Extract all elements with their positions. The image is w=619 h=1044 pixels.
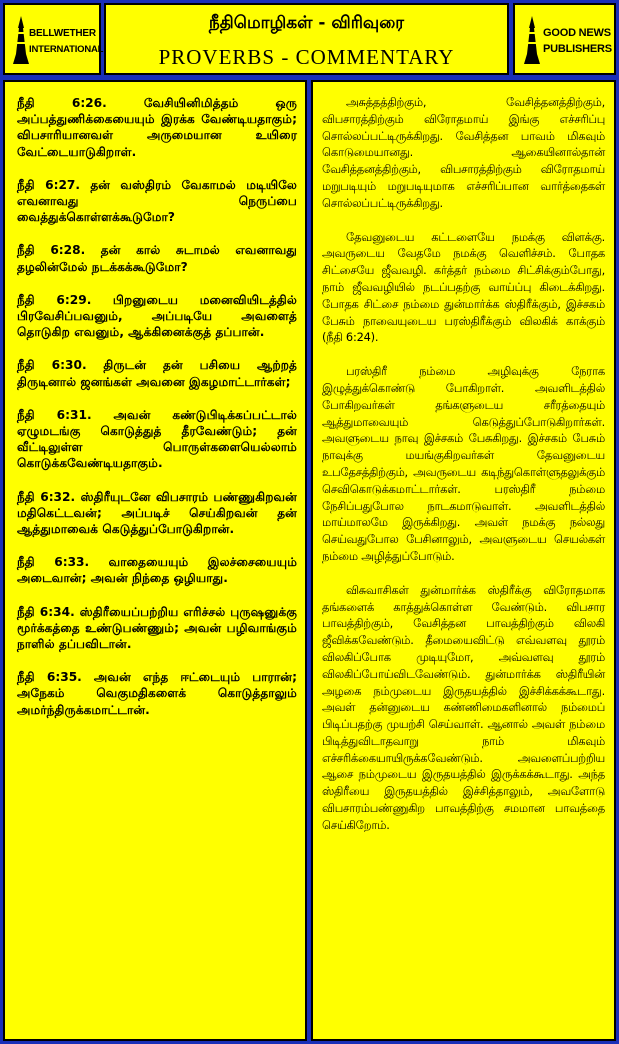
verse-paragraph: நீதி 6:27. தன் வஸ்திரம் வேகாமல் மடியிலே எவனாவது நெருப்பை வைத்துக்கொள்ளக்கூடுமோ? (17, 177, 297, 225)
verse-paragraph: நீதி 6:29. பிறனுடைய மனைவியிடத்தில் பிரவேசிப்பவனும், அப்படியே அவளைத் தொடுகிற எவனும், ஆக்கினைக்குத் தப்பான். (17, 292, 297, 340)
right-logo-line1: GOOD NEWS (543, 27, 611, 39)
commentary-paragraph: அசுத்தத்திற்கும், வேசித்தனத்திற்கும், விபசாரத்திற்கும் விரோதமாய் இங்கு எச்சரிப்பு சொல்லப்பட்டிருக்கிறது. வேசித்தன பாவம் மிகவும் கொடுமையானது. ஆகையினால்தான் வேசித்தனத்திற்கும், விபசாரத்திற்கும் விரோதமாய் மறுபடியும் மறுபடியுமாக எச்சரிப்பான வார்த்தைகள் சொல்லப்பட்டிருக்கிறது. (322, 95, 605, 210)
verse-paragraph: நீதி 6:28. தன் கால் சுடாமல் எவனாவது தழலின்மேல் நடக்கக்கூடுமோ? (17, 243, 297, 274)
left-logo-line1: BELLWETHER (29, 28, 96, 39)
right-logo-line2: PUBLISHERS (543, 43, 612, 55)
page-title-tamil: நீதிமொழிகள் - விரிவுரை (208, 13, 405, 33)
page-title-english: PROVERBS - COMMENTARY (158, 45, 455, 69)
good-news-publishers-logo (513, 3, 616, 75)
verses-column (3, 80, 307, 1041)
bellwether-logo (3, 3, 104, 75)
tower-icon (522, 14, 542, 66)
verse-paragraph: நீதி 6:31. அவன் கண்டுபிடிக்கப்பட்டால் ஏழுமடங்கு கொடுத்துத் தீரவேண்டும்; தன் வீட்டிலுள்ள பொருள்களையெல்லாம் கொடுக்கவேண்டியதாகும். (17, 407, 297, 471)
verse-paragraph: நீதி 6:33. வாதையையும் இலச்சையையும் அடைவான்; அவன் நிந்தை ஒழியாது. (17, 555, 297, 586)
commentary-paragraph: விசுவாசிகள் துன்மார்க்க ஸ்திரீக்கு விரோதமாக தங்களைக் காத்துக்கொள்ள வேண்டும். விபசார பாவத்திற்கும், வேசித்தன பாவத்திற்கும் விலகி ஜீவிக்கவேண்டும். தீமையைவிட்டு எவ்வளவு தூரம் விலகிப்போக முடியுமோ, அவ்வளவு தூரம் விலகிப்போய்விடவேண்டும். துன்மார்க்க ஸ்திரீயின் அழகை நம்முடைய இருதயத்தில் இச்சிக்கக்கூடாது. அவள் தன்னுடைய கண்ணிமைகளினால் நம்மைப் பிடிப்பதற்கு முயற்சி செய்வாள். ஆனால் அவள் நம்மை பிடித்துவிடாதவாறு நாம் மிகவும் எச்சரிக்கையாயிருக்கவேண்டும். அவளைப்பற்றிய ஆசை நம்முடைய இருதயத்தில் இருக்கக்கூடாது. அந்த ஸ்திரீயை இருதயத்தில் இச்சித்தாலும், அவளோடு விபசாரம்பண்ணுகிற பாவத்திற்கு சமமான பாவத்தை செய்கிறோம். (322, 582, 605, 832)
tower-icon (11, 14, 31, 66)
verse-paragraph: நீதி 6:30. திருடன் தன் பசியை ஆற்றத் திருடினால் ஜனங்கள் அவனை இகழமாட்டார்கள்; (17, 358, 297, 389)
verse-paragraph: நீதி 6:26. வேசியினிமித்தம் ஒரு அப்பத்துணிக்கையையும் இரக்க வேண்டியதாகும்; விபசாரியானவள் அருமையான உயிரை வேட்டையாடுகிறாள். (17, 96, 297, 159)
page-title-box (104, 3, 509, 75)
verse-paragraph: நீதி 6:34. ஸ்திரீயைப்பற்றிய எரிச்சல் புருஷனுக்கு மூர்க்கத்தை உண்டுபண்ணும்; அவன் பழிவாங்கும் நாளில் தப்பவிடான். (17, 604, 297, 652)
left-logo-line2: INTERNATIONAL (29, 44, 104, 55)
verse-paragraph: நீதி 6:35. அவன் எந்த ஈட்டையும் பாரான்; அநேகம் வெகுமதிகளைக் கொடுத்தாலும் அமர்ந்திருக்கமாட்டான். (17, 670, 297, 717)
verse-paragraph: நீதி 6:32. ஸ்திரீயுடனே விபசாரம் பண்ணுகிறவன் மதிகெட்டவன்; அப்படிச் செய்கிறவன் தன் ஆத்துமாவைக் கெடுத்துப்போடுகிறான். (17, 489, 297, 537)
commentary-paragraph: பரஸ்திரீ நம்மை அழிவுக்கு நேராக இழுத்துக்கொண்டு போகிறாள். அவளிடத்தில் போகிறவர்கள் தங்களுடைய சரீரத்தையும் ஆத்துமாவையும் கெடுத்துப்போடுகிறார்கள். அவளுடைய நாவு இச்சகம் பேசுகிறது. இச்சகம் பேசும் நாவுக்கு மயங்குகிறவர்கள் தேவனுடைய உபதேசத்திற்கும், அவருடைய கடிந்துகொள்ளுதலுக்கும் செவிகொடுக்கமாட்டார்கள். பரஸ்திரீ நம்மை நேசிப்பதுபோல நாடகமாடுவாள். அவளிடத்தில் மாய்மாலமே இருக்கிறது. அவள் நமக்கு நல்லது செய்வதுபோல பேசினாலும், அவளுடைய செயல்கள் நம்மை அழித்துப்போடும். (322, 364, 605, 563)
commentary-paragraph: தேவனுடைய கட்டளையே நமக்கு விளக்கு. அவருடைய வேதமே நமக்கு வெளிச்சம். போதக சிட்சையே ஜீவவழி. கர்த்தர் நம்மை சிட்சிக்கும்போது, நாம் ஜீவவழியில் நடப்பதற்கு வாய்ப்பு கிடைக்கிறது. போதக சிட்சை நம்மை துன்மார்க்க ஸ்திரீக்கும், இச்சகம் பேசும் நாவையுடைய பரஸ்திரீக்கும் விலகிக் காக்கும் (நீதி 6:24). (322, 229, 605, 345)
commentary-column (311, 80, 616, 1041)
